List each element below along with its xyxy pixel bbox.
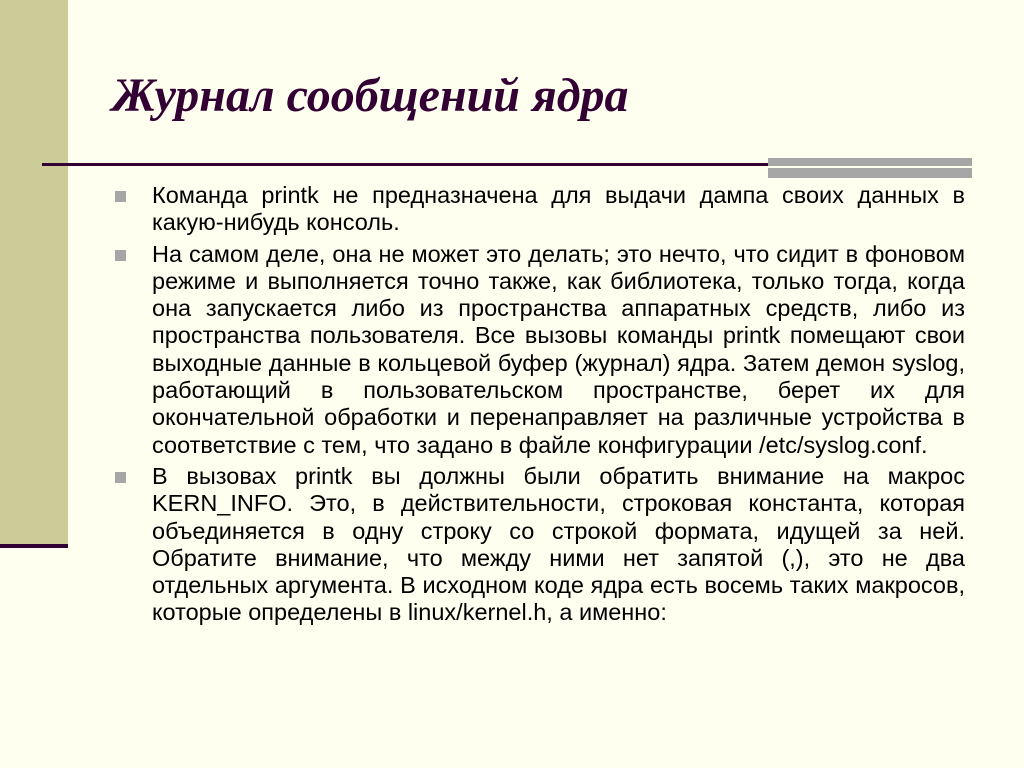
title-accent-block <box>768 158 972 178</box>
left-bar-underline <box>0 544 68 548</box>
bullet-item <box>110 182 965 237</box>
bullet-item <box>110 463 965 627</box>
square-bullet-icon <box>115 472 126 483</box>
slide-title: Журнал сообщений ядра <box>112 69 629 122</box>
title-accent-stripe <box>768 166 972 168</box>
bullet-item <box>110 241 965 459</box>
slide-body <box>110 182 965 631</box>
square-bullet-icon <box>115 191 126 202</box>
square-bullet-icon <box>115 250 126 261</box>
bullet-text: В вызовах printk вы должны были обратить внимание на макрос KERN_INFO. Это, в действительности, строковая константа, которая объединяется в одну строку со строкой формата, идущей за ней. Обратите внимание, что между ними нет запятой (,), это не два отдельных аргумента. В исходном коде ядра есть восемь таких макросов, которые определены в linux/kernel.h, а именно: <box>152 462 965 626</box>
left-decorative-bar <box>0 0 68 544</box>
bullet-text: Команда printk не предназначена для выдачи дампа своих данных в какую-нибудь консоль. <box>152 182 965 236</box>
bullet-text: На самом деле, она не может это делать; это нечто, что сидит в фоновом режиме и выполняется точно также, как библиотека, только тогда, когда она запускается либо из пространства аппаратных средств, либо из пространства пользователя. Все вызовы команды printk помещают свои выходные данные в кольцевой буфер (журнал) ядра. Затем демон syslog, работающий в пользовательском пространстве, берет их для окончательной обработки и перенаправляет на различные устройства в соответствие с тем, что задано в файле конфигурации /etc/syslog.conf. <box>152 240 965 458</box>
